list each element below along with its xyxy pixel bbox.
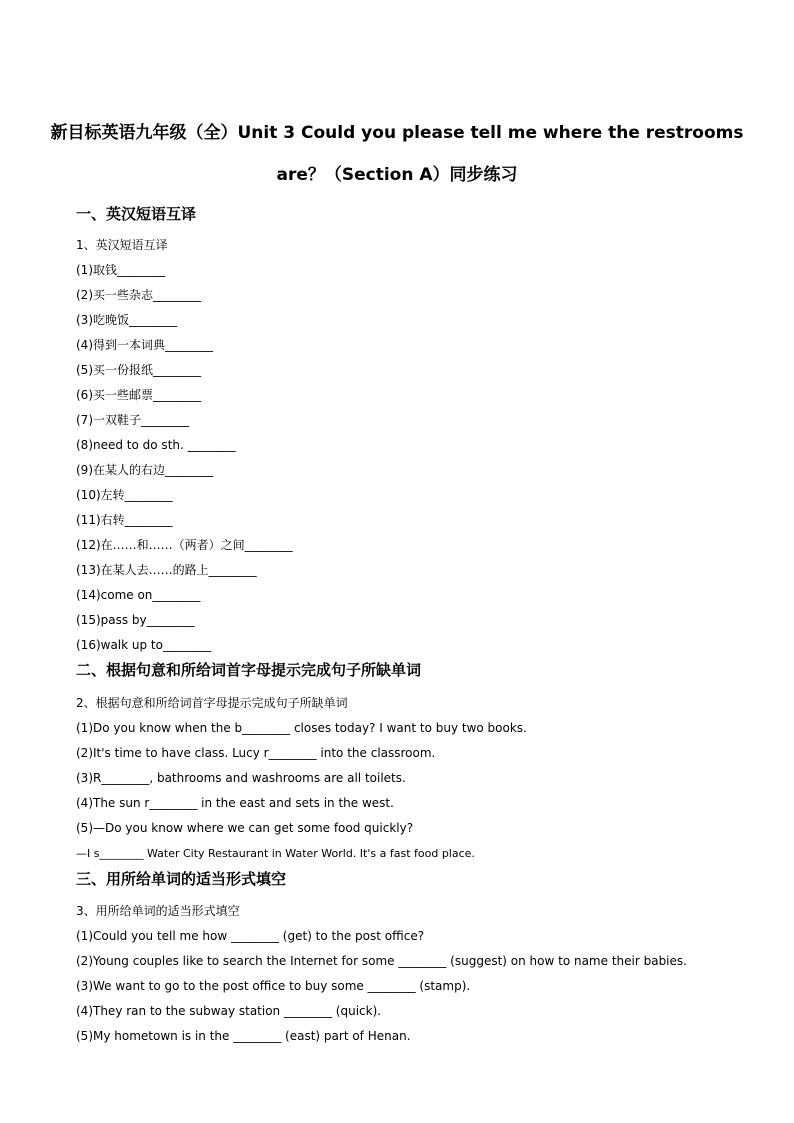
exercise-item: (2)买一些杂志________ <box>76 288 201 302</box>
exercise-item: (13)在某人去……的路上________ <box>76 563 257 577</box>
exercise-item: (4)The sun r________ in the east and sets in the west. <box>76 796 394 810</box>
exercise-item: (4)They ran to the subway station ________ (quick). <box>76 1004 382 1018</box>
question-prompt-2: 2、根据句意和所给词首字母提示完成句子所缺单词 <box>76 696 348 710</box>
exercise-item: (3)吃晚饭________ <box>76 313 177 327</box>
exercise-item: (5)My hometown is in the ________ (east) part of Henan. <box>76 1029 411 1043</box>
exercise-item: (2)It's time to have class. Lucy r________ into the classroom. <box>76 746 436 760</box>
question-prompt-3: 3、用所给单词的适当形式填空 <box>76 904 240 918</box>
exercise-item: (1)Do you know when the b________ closes today? I want to buy two books. <box>76 721 527 735</box>
exercise-item: (11)右转________ <box>76 513 173 527</box>
section-heading-3: 三、用所给单词的适当形式填空 <box>76 870 287 888</box>
exercise-item: (8)need to do sth. ________ <box>76 438 236 452</box>
document-title-line-2: are？（Section A）同步练习 <box>276 165 518 185</box>
question-prompt-1: 1、英汉短语互译 <box>76 238 168 252</box>
exercise-item: (3)R________, bathrooms and washrooms are all toilets. <box>76 771 406 785</box>
exercise-item: (5)买一份报纸________ <box>76 363 201 377</box>
section-heading-2: 二、根据句意和所给词首字母提示完成句子所缺单词 <box>76 661 422 679</box>
exercise-item: (10)左转________ <box>76 488 173 502</box>
exercise-item: (4)得到一本词典________ <box>76 338 213 352</box>
exercise-item: (15)pass by________ <box>76 613 195 627</box>
exercise-item: (7)一双鞋子________ <box>76 413 189 427</box>
exercise-item: (6)买一些邮票________ <box>76 388 201 402</box>
exercise-item: (3)We want to go to the post office to buy some ________ (stamp). <box>76 979 471 993</box>
document-title-line-1: 新目标英语九年级（全）Unit 3 Could you please tell me where the restrooms <box>50 123 744 143</box>
exercise-item: (14)come on________ <box>76 588 201 602</box>
exercise-item: (5)—Do you know where we can get some food quickly? <box>76 821 414 835</box>
exercise-item: (16)walk up to________ <box>76 638 211 652</box>
exercise-item: (12)在……和……（两者）之间________ <box>76 538 293 552</box>
exercise-item: (9)在某人的右边________ <box>76 463 213 477</box>
exercise-item: —I s________ Water City Restaurant in Water World. It's a fast food place. <box>76 847 475 860</box>
exercise-item: (1)取钱________ <box>76 263 165 277</box>
exercise-item: (1)Could you tell me how ________ (get) to the post office? <box>76 929 425 943</box>
exercise-item: (2)Young couples like to search the Internet for some ________ (suggest) on how to name their babies. <box>76 954 687 968</box>
section-heading-1: 一、英汉短语互译 <box>76 205 197 223</box>
